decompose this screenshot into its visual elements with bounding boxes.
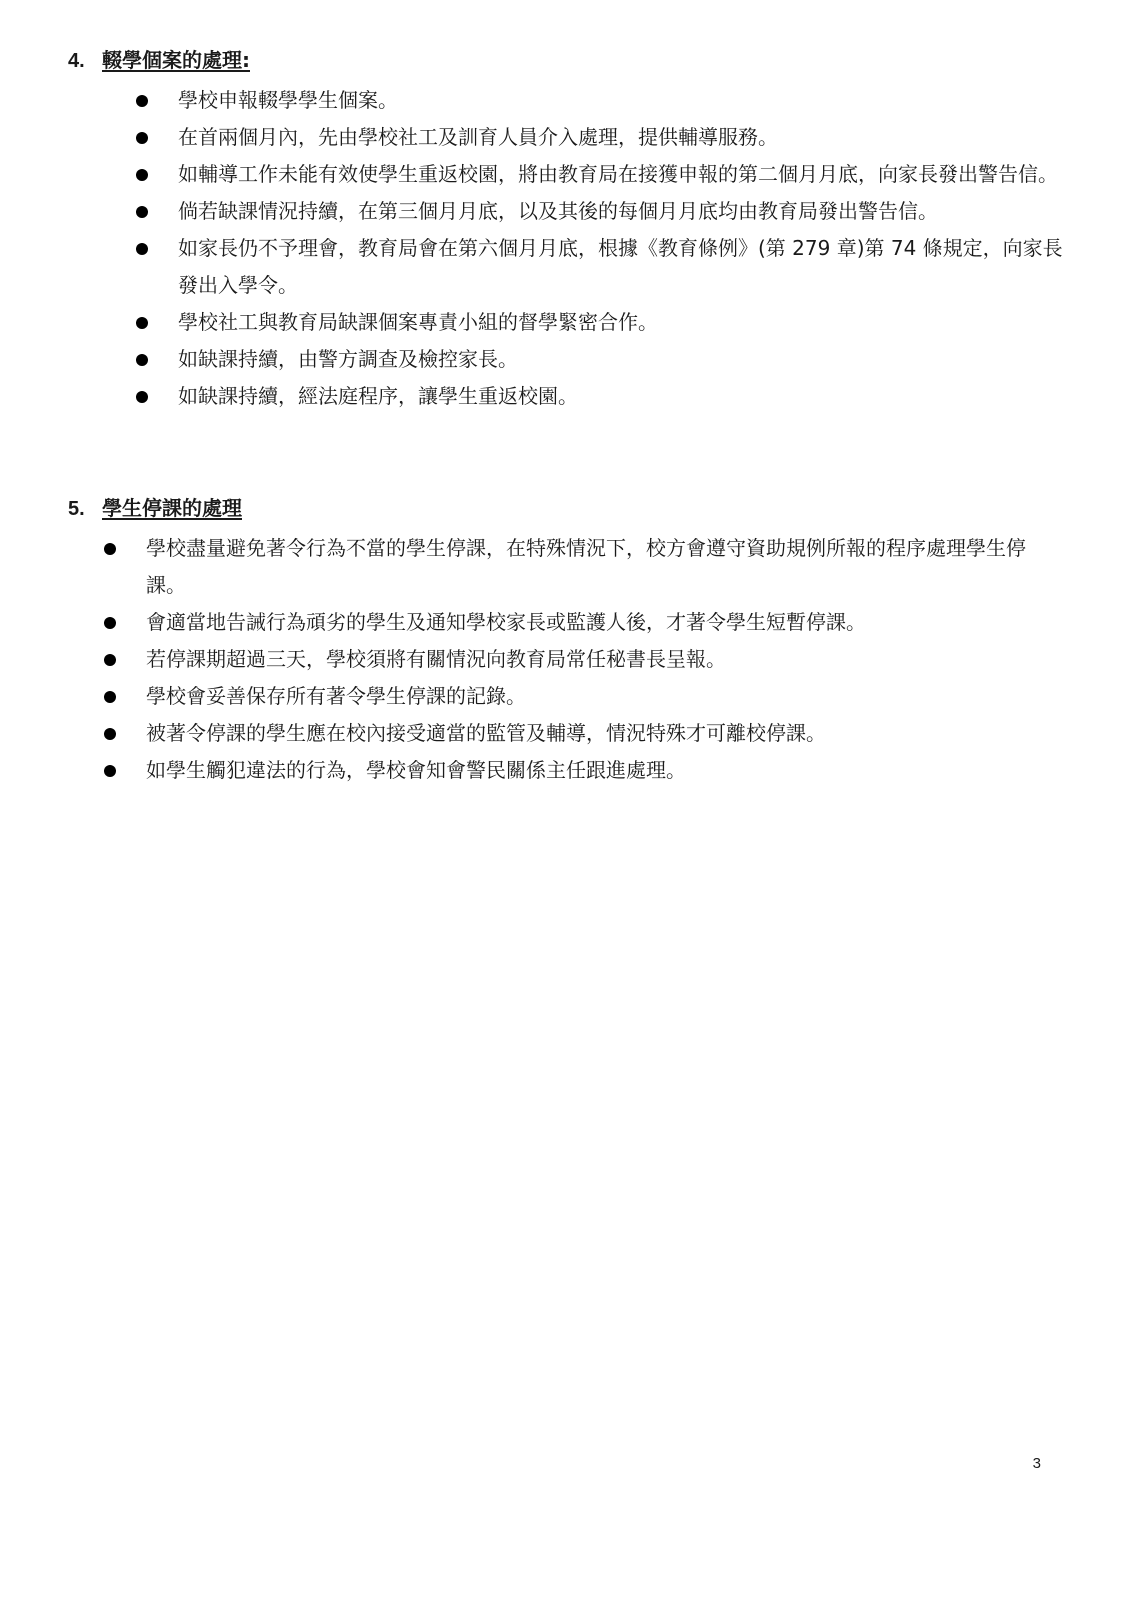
list-item [68,378,1071,415]
list-item [68,341,1071,378]
list-item [68,641,1071,678]
list-item-text: 如輔導工作未能有效使學生重返校園，將由教育局在接獲申報的第二個月月底，向家長發出警告信。 [178,162,1058,186]
list-item-text: 會適當地告誡行為頑劣的學生及通知學校家長或監護人後，才著令學生短暫停課。 [146,610,866,634]
list-item-text: 被著令停課的學生應在校內接受適當的監管及輔導，情況特殊才可離校停課。 [146,721,826,745]
list-item [68,604,1071,641]
list-item [68,304,1071,341]
list-item [68,119,1071,156]
section-heading [68,492,1071,524]
bullet-icon [136,317,148,329]
list-item-text: 在首兩個月內，先由學校社工及訓育人員介入處理，提供輔導服務。 [178,125,778,149]
section-student-suspension [68,492,1071,789]
list-item-text: 學校申報輟學學生個案。 [178,88,398,112]
section-number: 5. [68,498,85,520]
list-item-text: 學校盡量避免著令行為不當的學生停課，在特殊情況下，校方會遵守資助規例所報的程序處理學生停課。 [146,536,1026,597]
bullet-icon [104,728,116,740]
list-item [68,678,1071,715]
page-number: 3 [1032,1455,1041,1472]
list-item-text: 學校社工與教育局缺課個案專責小組的督學緊密合作。 [178,310,658,334]
list-item-text: 如學生觸犯違法的行為，學校會知會警民關係主任跟進處理。 [146,758,686,782]
bullet-list [68,82,1071,415]
list-item [68,156,1071,193]
list-item-text: 如家長仍不予理會，教育局會在第六個月月底，根據《教育條例》(第 279 章)第 74 條規定，向家長發出入學令。 [178,236,1063,297]
bullet-icon [104,765,116,777]
bullet-icon [104,654,116,666]
list-item [68,230,1071,304]
bullet-icon [136,206,148,218]
list-item-text: 如缺課持續，由警方調查及檢控家長。 [178,347,518,371]
section-number: 4. [68,50,85,72]
bullet-icon [136,243,148,255]
bullet-icon [136,391,148,403]
bullet-icon [104,617,116,629]
list-item [68,530,1071,604]
bullet-icon [136,95,148,107]
section-dropout-cases [68,44,1071,415]
list-item-text: 學校會妥善保存所有著令學生停課的記錄。 [146,684,526,708]
list-item-text: 若停課期超過三天，學校須將有關情況向教育局常任秘書長呈報。 [146,647,726,671]
list-item [68,193,1071,230]
section-heading [68,44,1071,76]
bullet-icon [104,543,116,555]
bullet-icon [104,691,116,703]
list-item-text: 如缺課持續，經法庭程序，讓學生重返校園。 [178,384,578,408]
list-item [68,715,1071,752]
section-title: 輟學個案的處理: [102,48,250,72]
list-item [68,752,1071,789]
list-item [68,82,1071,119]
list-item-text: 倘若缺課情況持續，在第三個月月底，以及其後的每個月月底均由教育局發出警告信。 [178,199,938,223]
bullet-icon [136,132,148,144]
bullet-icon [136,169,148,181]
section-title: 學生停課的處理 [102,496,242,520]
bullet-icon [136,354,148,366]
bullet-list [68,530,1071,789]
